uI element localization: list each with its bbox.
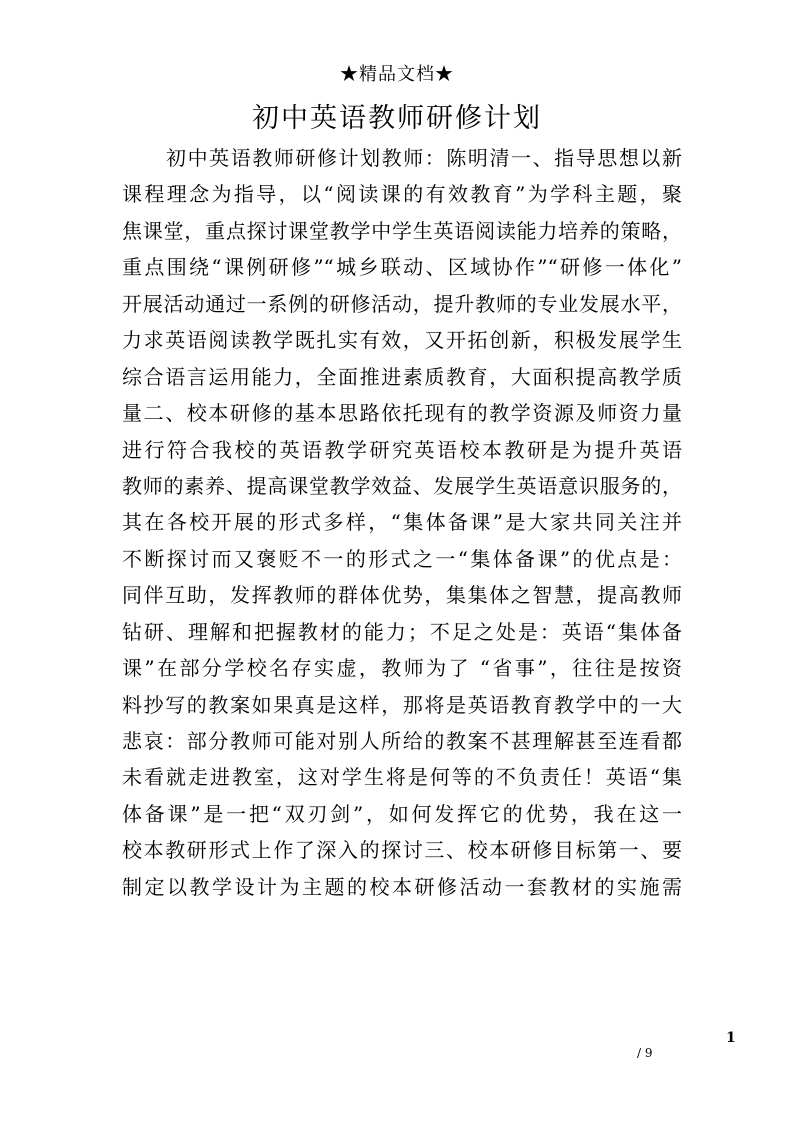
body-line: 不断探讨而又褒贬不一的形式之一“集体备课”的优点是：: [122, 546, 682, 571]
body-line: 悲哀：部分教师可能对别人所给的教案不甚理解甚至连看都: [122, 729, 682, 753]
body-line: 制定以教学设计为主题的校本研修活动一套教材的实施需: [122, 874, 682, 899]
body-line: 钻研、理解和把握教材的能力；不足之处是：英语“集体备: [122, 619, 682, 644]
body-line: 同伴互助，发挥教师的群体优势，集集体之智慧，提高教师: [122, 583, 682, 608]
body-line: 未看就走进教室，这对学生将是何等的不负责任！英语“集: [122, 765, 682, 790]
page-total: / 9: [637, 1046, 653, 1060]
document-title: 初中英语教师研修计划: [252, 103, 542, 134]
body-line: 初中英语教师研修计划教师：陈明清一、指导思想以新: [166, 146, 682, 170]
body-line: 教师的素养、提高课堂教学效益、发展学生英语意识服务的，: [122, 473, 682, 498]
body-line: 力求英语阅读教学既扎实有效，又开拓创新，积极发展学生: [122, 328, 682, 353]
body-line: 其在各校开展的形式多样，“集体备课”是大家共同关注并: [122, 510, 682, 535]
document-header: ★精品文档★: [340, 64, 454, 85]
body-line: 开展活动通过一系例的研修活动，提升教师的专业发展水平，: [122, 291, 682, 316]
document-body: [122, 140, 682, 905]
page-number: 1: [726, 1030, 736, 1046]
body-line: 课”在部分学校名存实虚，教师为了 “省事”，往往是按资: [122, 656, 682, 681]
body-line: 综合语言运用能力，全面推进素质教育，大面积提高教学质: [122, 364, 682, 389]
body-line: 体备课”是一把“双刃剑”，如何发挥它的优势，我在这一: [122, 801, 682, 826]
body-line: 校本教研形式上作了深入的探讨三、校本研修目标第一、要: [122, 838, 682, 863]
body-line: 重点围绕“课例研修”“城乡联动、区域协作”“研修一体化”: [122, 255, 682, 280]
body-line: 料抄写的教案如果真是这样，那将是英语教育教学中的一大: [122, 692, 682, 717]
body-line: 课程理念为指导，以“阅读课的有效教育”为学科主题，聚: [122, 182, 682, 207]
body-line: 焦课堂，重点探讨课堂教学中学生英语阅读能力培养的策略，: [122, 218, 682, 243]
body-line: 进行符合我校的英语教学研究英语校本教研是为提升英语: [122, 437, 682, 462]
body-line: 量二、校本研修的基本思路依托现有的教学资源及师资力量: [122, 401, 682, 426]
